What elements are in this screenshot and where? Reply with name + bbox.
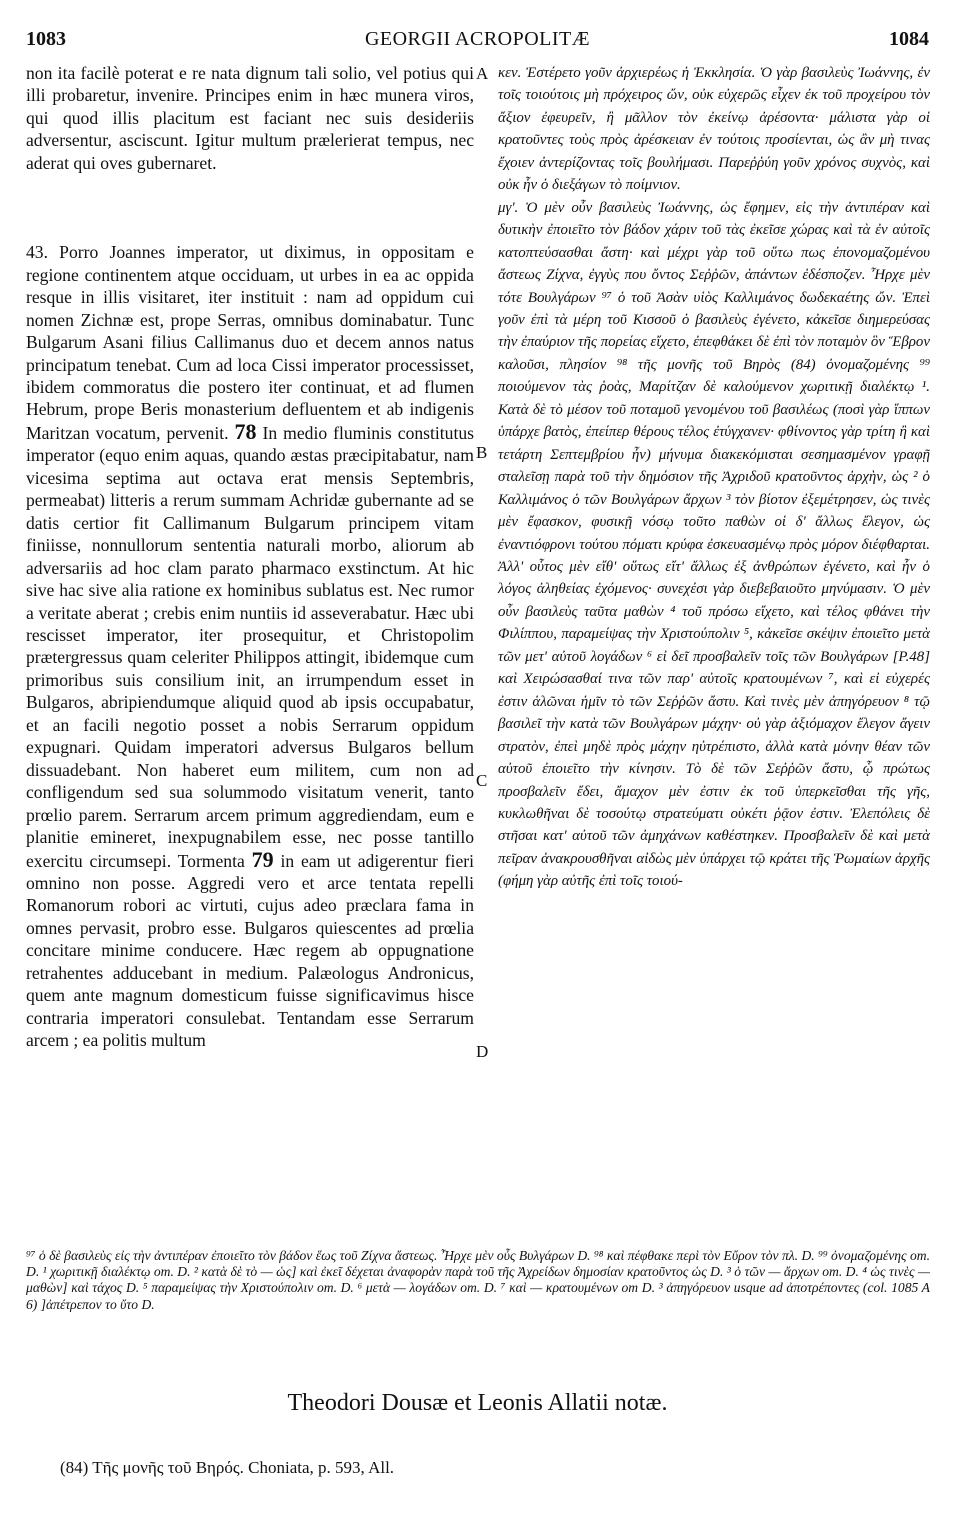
section-marker-78: 78: [234, 418, 257, 444]
left-page-number: 1083: [26, 28, 66, 50]
latin-column: [26, 62, 474, 1052]
latin-paragraph-2a: 43. Porro Joannes imperator, ut diximus, in oppositam e regione continentem atque occiduam, ut urbes in ea ac oppida resque in illis visitaret, iter instituit : nam ad oppidum cui nomen Zichnæ est, prope Serras, omnibus dominabatur. Tunc Bulgarum Asani filius Callimanus duo et decem annos natus principatum tenebat. Cum ad loca Cissi imperator processisset, ibidem commoratus die postero iter continuat, et ad flumen Hebrum, prope Beris monasterium defluentem et ab indigenis Maritzan vocatum, pervenit.: [26, 242, 474, 443]
page-header: [26, 22, 929, 52]
footnote-block: ⁹⁷ ὁ δὲ βασιλεὺς εἰς τὴν ἀντιπέραν ἐποιεῖτο τὸν βάδον ἕως τοῦ Ζίχνα ἄστεως. Ἦρχε μὲν οὖς Βυλγάρων D. ⁹⁸ καὶ πέφθακε περὶ τὸν Εὔρον τὸν πλ. D. ⁹⁹ ὀνομαζομένης om. D. ¹ χωριτικῇ διαλέκτῳ om. D. ² κατὰ δὲ τὸ — ὡς] καὶ ἐκεῖ δέχεται ἀναφορὰν παρὰ τοῦ τῆς Ἀχρείδων δημοσίαν κρατοῦντος ὡς D. ³ ὁ τῶν — ἄρχων om. D. ⁴ ὡς τινὲς — μαθὼν] καὶ τάχος D. ⁵ παραμείψας τὴν Χριστούπολιν om. D. ⁶ μετὰ — λογάδων om. D. ⁷ καὶ — κρατουμένων om D. ³ ἀπηγόρευον usque ad ἀποτρέποντες (col. 1085 A 6) ]ἀπέτρεπον το ὔτο D.: [26, 1248, 930, 1312]
latin-paragraph-1: non ita facilè poterat e re nata dignum tali solio, vel potius qui illi probaretur, invenire. Principes enim in hæc munera viros, qui quod illis placitum est faciant nec suis desideriis adversentur, asciscunt. Igitur multum prælerierat tempus, nec aderat qui oves gubernaret.: [26, 63, 474, 173]
greek-paragraph-2: μγʹ. Ὁ μὲν οὖν βασιλεὺς Ἰωάννης, ὡς ἔφημεν, εἰς τὴν ἀντιπέραν καὶ δυτικὴν ἐποιεῖτο τὸν βάδον χάριν τοῦ τὰς ἐκεῖσε χώρας καὶ τὰ ἐν αὐτοῖς κατοπτεύσασθαι ἄστη· καὶ μέχρι γὰρ τοῦ οὕτω πως ἐπονομαζομένου ἄστεως Ζίχνα, ἐγγὺς που ὄντος Σεῤῥῶν, ἁπάντων ἐδέσποζεν. Ἦρχε μὲν τότε Βουλγάρων ⁹⁷ ὁ τοῦ Ἀσὰν υἱὸς Καλλιμάνος δωδεκαέτης ὤν. Ἐπεὶ γοῦν ἐπὶ τὰ μέρη τοῦ Κισσοῦ ὁ βασιλεὺς ἐγένετο, κἀκεῖσε διημερεύσας τὴν ἐπαύριον τῆς πορείας εἴχετο, ἐπεφθάκει δὲ ἐπὶ τὸν ποταμὸν ὃν Ἕβρον καλοῦσι, πλησίον ⁹⁸ τῆς μονῆς τοῦ Βηρὸς (84) ὀνομαζομένης ⁹⁹ ποιούμενον τὰς ῥοὰς, Μαρίτζαν δὲ καλούμενον χωριτικῇ διαλέκτῳ ¹. Κατὰ δὲ τὸ μέσον τοῦ ποταμοῦ γενομένου τοῦ βασιλέως (ποσὶ γὰρ ἵππων ὑπάρχε βατὸς, ἐπείπερ θέρους τέλος ἐτύγχανεν· φθίνοντος γὰρ τρίτη ἢ καὶ τετάρτη Σεπτεμβρίου ἦν) μήνυμα διακεκόμισται σεσημασμένον γραφῇ σταλεῖσῃ παρὰ τοῦ τὴν δημόσιον τῆς Ἀχριδοῦ κρατοῦντος ἀρχὴν, ὡς ² ὁ Καλλιμάνος ὁ τῶν Βουλγάρων ἄρχων ³ τὸν βίοτον ἐξεμέτρησεν, ὡς τινὲς μὲν ἔφασκον, φυσικῇ νόσῳ τοῦτο παθὼν οἱ δ' ἄλλως ἔλεγον, ὡς ἐναντιόφρονι τούτου πόματι κρύφα ἐσκευασμένῳ πρὸς μόρον διέφθαρται. Ἀλλ' οὗτος μὲν εἴθ' οὕτως εἴτ' ἄλλως ἐξ ἀνθρώπων ἐγένετο, καὶ ἦν ὁ λόγος ἀληθείας ἐχόμενος· συνεχέσι γὰρ διεβεβαιοῦτο μηνύμασιν. Ὁ μὲν οὖν βασιλεὺς ταῦτα μαθὼν ⁴ τοῦ πρόσω εἴχετο, καὶ τέλος φθάνει τὴν Φιλίππου, παραμείψας τὴν Χριστούπολιν ⁵, κἀκεῖσε σκέψιν ἐποιεῖτο μετὰ τῶν μετ' αὐτοῦ λογάδων ⁶ εἰ δεῖ προσβαλεῖν τοῖς τῶν Βουλγάρων [P.48] καὶ Χειρώσασθαί τινα τῶν παρ' αὐτοῖς κρατουμένων ⁷, καὶ εἰ εὐχερές ἐστιν ἁλῶναι ἡμῖν τὸ τῶν Σεῤῥῶν ἄστυ. Καὶ τινὲς μὲν ἀπηγόρευον ⁸ τῷ βασιλεῖ τὴν κατὰ τῶν Βουλγάρων μάχην· οὐ γὰρ ἀξιόμαχον ἔλεγον ἄγειν στρατὸν, ἐπεὶ μηδὲ πρὸς μάχην ηὐτρέπιστο, ἀλλὰ κατὰ μόνην θέαν τῶν αὐτοῦ ἐποιεῖτο τὴν κίνησιν. Τὸ δὲ τῶν Σεῤῥῶν ἄστυ, ᾧ πρώτως προσβαλεῖν ἔδει, ἄμαχον μὲν ἐστιν ἐκ τοῦ ὑπερκεῖσθαι τῆς γῆς, κυκλωθῆναι δὲ τοσούτῳ στρατεύματι οὐκέτι ῥᾷον ἐστιν. Ἐλεπόλεις δὲ στῆσαι κατ' αὐτοῦ τῶν ἀμηχάνων καθέστηκεν. Προσβαλεῖν δὲ καὶ μετὰ πεῖραν ἀνακρουσθῆναι αἰδὼς μὲν ὑπάρχει τῷ κράτει τῆς Ῥωμαίων ἀρχῆς (φήμη γὰρ αὐτῆς ἐπὶ τοῖς τοιού-: [498, 199, 930, 890]
section-marker-79: 79: [251, 846, 274, 872]
latin-paragraph-2: [26, 241, 474, 1051]
note-entry-84: (84) Τῆς μονῆς τοῦ Βηρός. Choniata, p. 593, All.: [60, 1458, 395, 1477]
latin-paragraph-2b: In medio fluminis constitutus imperator (equo enim aquas, quando æstas præcipitabatur, nam vicesima septima aut octava erat mensis Septembris, permeabat) litteris a rerum summam Achridæ gubernante ad se datis certior fit Callimanum Bulgarum principem vitam finiisse, nonnullorum sententia naturali morbo, aliorum ab adversariis ad hoc clam parato pharmaco exstinctum. At hic sive hac sive alia ratione ex hominibus sublatus est. Nec rumor a veritate aberat ; crebis enim nuntiis id asseverabatur. Hæc ubi rescisset imperator, iter prosequitur, et Christopolim prætergressus quam celeriter Philippos attingit, ibidemque cum primoribus suis consilium init, an irrumpendum esset in Bulgaros, abripiendumque aliquid quod ab ipsis occupabatur, et an facili negotio posset a nobis Serrarum oppidum expugnari. Quidam imperatori adversus Bulgaros bellum dissuadebant. Non haberet eum militem, cum non ad confligendum sed sua solummodo visitatum venerit, tanto prœlio parem. Serrarum arcem primum aggrediendam, eum e planitie emineret, inexpugnabilem esse, nec posse tantillo exercitu circumsepi. Tormenta: [26, 422, 475, 871]
notes-heading: Theodori Dousæ et Leonis Allatii notæ.: [287, 1390, 668, 1416]
running-title: GEORGII ACROPOLITÆ: [364, 28, 591, 50]
margin-letter-b: B: [476, 443, 488, 462]
greek-paragraph-1: κεν. Ἐστέρετο γοῦν ἀρχιερέως ἡ Ἐκκλησία. Ὁ γὰρ βασιλεὺς Ἰωάννης, ἐν τοῖς τοιούτοις μὴ πρόχειρος ὤν, οὐκ εὐχερῶς εἶχεν ἐκ τοῦ προχείρου τὸν ἄξιον ἐφευρεῖν, ἢ μᾶλλον τὸν ἐκείνῳ ἀρέσοντα· μάλιστα γὰρ οἱ κρατοῦντες τοὺς πρὸς ἀρέσκειαν ἐν τούτοις προσίενται, ὡς ἂν μὴ τινας ἔχοιεν ἀντερίζοντας τοῖς βουλήμασι. Παρεῤῥύη γοῦν χρόνος συχνὸς, καὶ οὐκ ἦν ὁ διεξάγων τὸ ποίμνιον.: [498, 65, 930, 194]
footnotes: [26, 1248, 930, 1313]
margin-letter-d: D: [476, 1042, 489, 1061]
margin-letter-c: C: [476, 771, 488, 790]
right-page-number: 1084: [889, 28, 929, 50]
margin-letter-a: A: [476, 64, 489, 83]
greek-column: [498, 62, 930, 893]
latin-paragraph-2c: in eam ut adigerentur fieri omnino non posse. Aggredi vero et arce tentata repelli Romanorum robori ac virtuti, cujus adeo præclara fama in omnes pervasit, probro esse. Bulgaros quiescentes ad prœlia concitare minime conducere. Hæc regem ab oppugnatione retrahentes adducebant in medium. Palæologus Andronicus, quem ante magnum domesticum fuisse significavimus hisce contraria imperatori consulebat. Tentandam esse Serrarum arcem ; ea politis multum: [26, 850, 474, 1051]
